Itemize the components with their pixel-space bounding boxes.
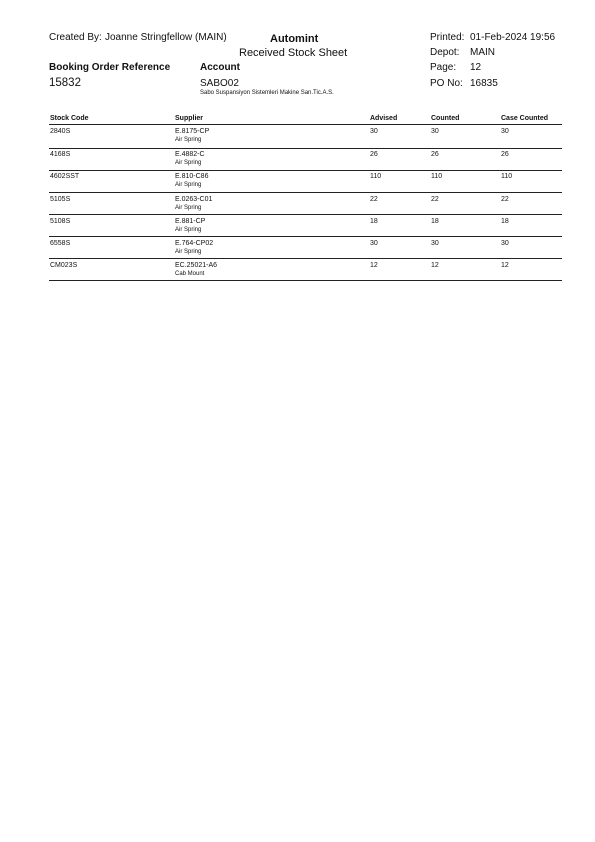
case-counted-qty: 30 [501,128,509,135]
table-row [49,218,562,238]
column-header-counted: Counted [431,115,460,122]
stock-code: 2840S [50,128,71,135]
item-description: Air Spring [175,182,202,188]
item-description: Air Spring [175,249,202,255]
counted-qty: 18 [431,218,439,225]
page-value: 12 [470,62,482,73]
header-divider [49,124,562,125]
supplier-code: E.810-C86 [175,173,209,180]
row-divider [49,236,562,237]
row-divider [49,280,562,281]
advised-qty: 30 [370,128,378,135]
row-divider [49,170,562,171]
table-row [49,240,562,260]
row-divider [49,192,562,193]
printed-value: 01-Feb-2024 19:56 [470,32,556,43]
supplier-code: E.8175-CP [175,128,210,135]
row-divider [49,258,562,259]
counted-qty: 30 [431,128,439,135]
table-row [49,196,562,216]
supplier-code: EC.25021-A6 [175,262,218,269]
depot-value: MAIN [470,47,495,58]
advised-qty: 18 [370,218,378,225]
case-counted-qty: 26 [501,151,509,158]
case-counted-qty: 12 [501,262,509,269]
account-label: Account [200,62,240,73]
column-header-case-counted: Case Counted [501,115,549,122]
created-by-label: Created By: [49,32,102,43]
advised-qty: 26 [370,151,378,158]
advised-qty: 110 [370,173,382,180]
counted-qty: 12 [431,262,439,269]
counted-qty: 22 [431,196,439,203]
item-description: Air Spring [175,160,202,166]
printed-label: Printed: [430,32,465,43]
stock-code: 5108S [50,218,71,225]
created-by-value: Joanne Stringfellow (MAIN) [105,32,227,43]
table-row [49,151,562,171]
company-name: Automint [270,33,319,45]
item-description: Air Spring [175,227,202,233]
case-counted-qty: 18 [501,218,509,225]
stock-code: 5105S [50,196,71,203]
stock-code: 4168S [50,151,71,158]
supplier-code: E.4882-C [175,151,205,158]
po-value: 16835 [470,78,498,89]
supplier-code: E.764-CP02 [175,240,214,247]
column-header-supplier: Supplier [175,115,204,122]
column-header-stock-code: Stock Code [50,115,89,122]
booking-ref-label: Booking Order Reference [49,62,171,73]
case-counted-qty: 30 [501,240,509,247]
page-label: Page: [430,62,457,73]
table-row [49,173,562,193]
advised-qty: 12 [370,262,378,269]
account-code: SABO02 [200,78,239,89]
case-counted-qty: 110 [501,173,513,180]
po-label: PO No: [430,78,463,89]
sheet-title: Received Stock Sheet [239,47,348,59]
case-counted-qty: 22 [501,196,509,203]
advised-qty: 22 [370,196,378,203]
supplier-code: E.881-CP [175,218,206,225]
table-row [49,262,562,282]
row-divider [49,214,562,215]
depot-label: Depot: [430,47,460,58]
counted-qty: 26 [431,151,439,158]
counted-qty: 110 [431,173,443,180]
stock-code: 6558S [50,240,71,247]
column-header-advised: Advised [370,115,398,122]
booking-ref-value: 15832 [49,77,81,89]
supplier-code: E.0263-C01 [175,196,213,203]
counted-qty: 30 [431,240,439,247]
item-description: Air Spring [175,137,202,143]
account-name: Sabo Suspansiyon Sistemleri Makine San.Tic.A.S. [200,90,334,96]
advised-qty: 30 [370,240,378,247]
row-divider [49,148,562,149]
stock-code: CM023S [50,262,78,269]
stock-code: 4602SST [50,173,80,180]
item-description: Air Spring [175,205,202,211]
table-row [49,128,562,148]
item-description: Cab Mount [175,271,205,277]
